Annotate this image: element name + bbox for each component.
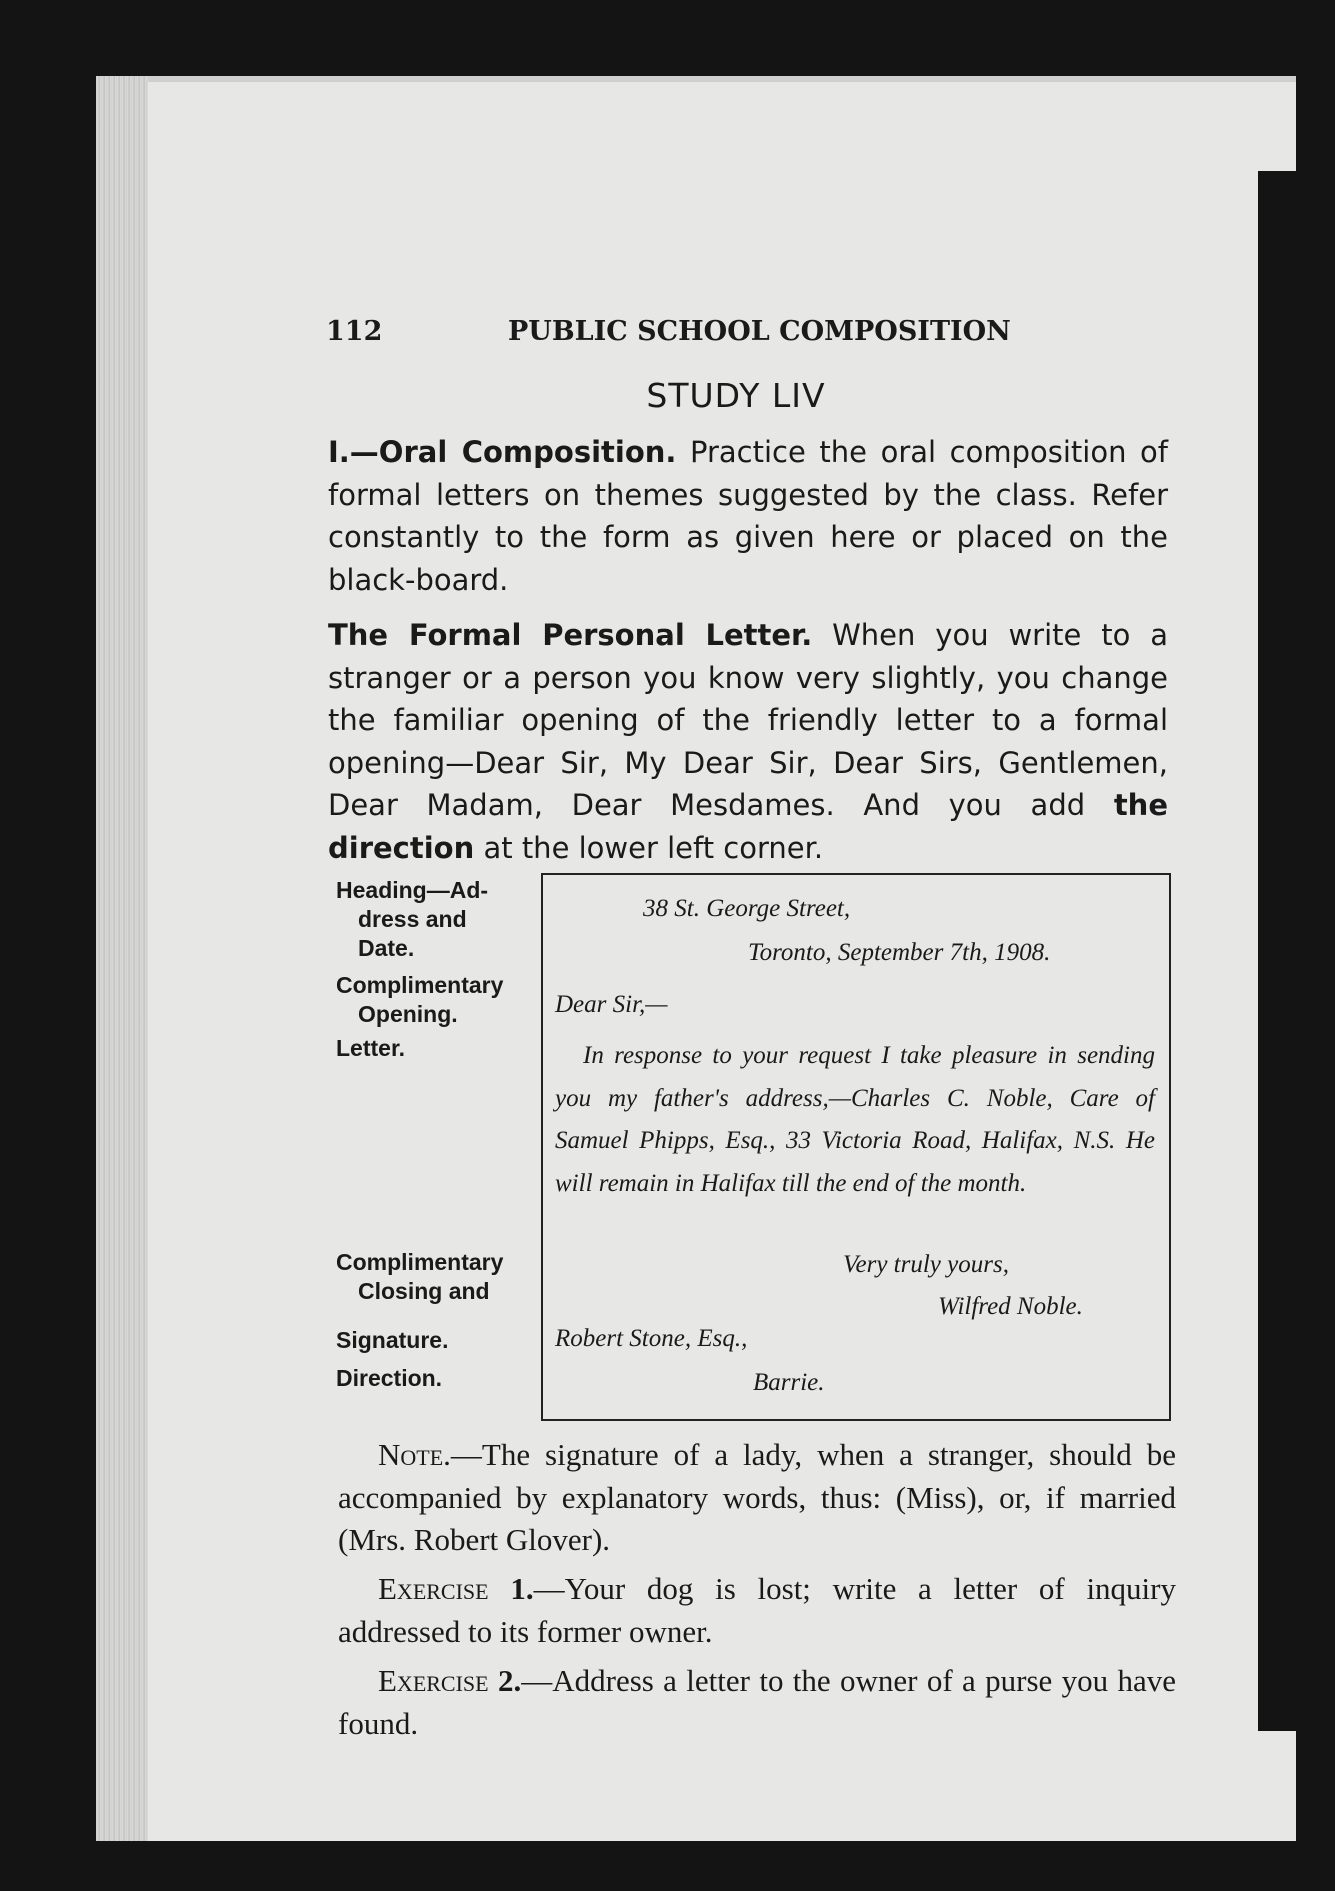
label-letter: Letter. (336, 1035, 406, 1061)
note-text: —The signature of a lady, when a stranger, should be accompanied by explanatory words, thus: (Miss), or, if married (Mrs. Robert Glover). (338, 1437, 1176, 1557)
label-closing (336, 1248, 536, 1306)
label-heading-line: Date. (358, 935, 415, 961)
formal-letter-paragraph (328, 614, 1168, 869)
page-number: 112 (326, 316, 383, 347)
label-heading-line: dress and (358, 906, 467, 932)
direction-term: the direction (328, 788, 1168, 865)
label-opening-line: Complimentary (336, 972, 504, 998)
book-binding-shadow (1258, 171, 1296, 1731)
running-head-title: PUBLIC SCHOOL COMPOSITION (508, 316, 1011, 347)
letter-body: In response to your request I take pleasure in sending you my father's address,—Charles C. Noble, Care of Samuel Phipps, Esq., 33 Victoria Road, Halifax, N.S. He will remain in Halifax till the end of the month. (555, 1042, 1155, 1197)
exercise-2 (338, 1660, 1176, 1745)
exercise-label: Exercise (378, 1571, 489, 1606)
exercise-text: —Your dog is lost; write a letter of inquiry addressed to its former owner. (338, 1571, 1176, 1649)
oral-composition-text: Practice the oral composition of formal letters on themes suggested by the class. Refer constantly to the form as given here or placed on the black-board. (328, 435, 1168, 597)
letter-address-line: 38 St. George Street, (643, 895, 851, 922)
exercise-label: Exercise (378, 1663, 489, 1698)
formal-letter-text-end: at the lower left corner. (474, 830, 824, 865)
label-opening-line: Opening. (358, 1001, 458, 1027)
label-opening (336, 971, 536, 1029)
label-signature: Signature. (336, 1327, 449, 1353)
letter-direction-place: Barrie. (753, 1369, 825, 1396)
label-closing-line: Closing and (358, 1278, 490, 1304)
sample-letter-box (541, 873, 1171, 1421)
letter-direction-name: Robert Stone, Esq., (555, 1325, 748, 1352)
book-page (96, 76, 1296, 1841)
letter-signature: Wilfred Noble. (938, 1293, 1083, 1320)
label-closing-line: Complimentary (336, 1249, 504, 1275)
oral-composition-label: I.—Oral Composition. (328, 435, 677, 469)
exercise-1 (338, 1568, 1176, 1653)
exercise-number: 2. (497, 1663, 522, 1698)
oral-composition-paragraph (328, 431, 1168, 601)
running-head (96, 316, 1296, 356)
letter-salutation: Dear Sir,— (555, 991, 668, 1018)
formal-letter-label: The Formal Personal Letter. (328, 618, 813, 652)
study-title: STUDY LIV (646, 376, 826, 415)
exercise-number: 1. (510, 1571, 534, 1606)
note-paragraph (338, 1434, 1176, 1562)
label-heading-line: Heading—Ad- (336, 877, 489, 903)
formal-letter-text: When you write to a stranger or a person you know very slightly, you change the familiar opening of the friendly letter to a formal opening—Dear Sir, My Dear Sir, Dear Sirs, Gentlemen, Dear Madam, Dear Mesdames. And you add (328, 618, 1168, 822)
sample-letter (543, 875, 1169, 1419)
letter-date-line: Toronto, September 7th, 1908. (748, 939, 1051, 966)
label-heading (336, 876, 536, 963)
label-direction: Direction. (336, 1365, 443, 1391)
letter-closing: Very truly yours, (843, 1251, 1009, 1278)
exercise-text: —Address a letter to the owner of a purse you have found. (338, 1663, 1176, 1741)
note-label: Note. (378, 1437, 451, 1472)
page-top-edge (148, 76, 1296, 82)
